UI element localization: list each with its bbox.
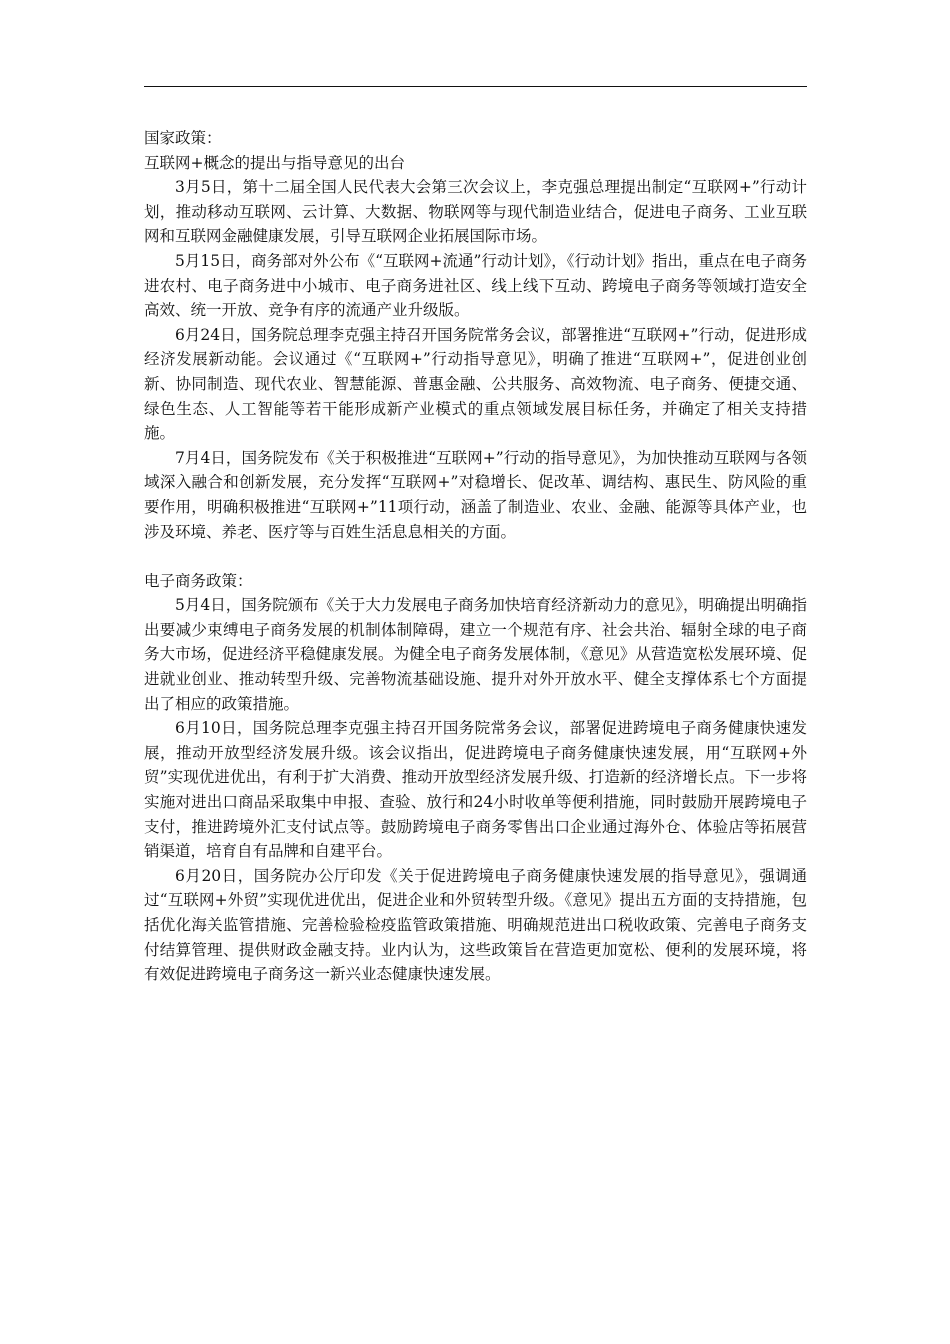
paragraph: 6月20日，国务院办公厅印发《关于促进跨境电子商务健康快速发展的指导意见》，强调通过“互联网+外贸”实现优进优出，促进企业和外贸转型升级。《意见》提出五方面的支持措施，包括优化海关监管措施、完善检验检疫监管政策措施、明确规范进出口税收政策、完善电子商务支付结算管理、提供财政金融支持。业内认为，这些政策旨在营造更加宽松、便利的发展环境，将有效促进跨境电子商务这一新兴业态健康快速发展。 <box>144 866 807 984</box>
paragraph: 6月10日，国务院总理李克强主持召开国务院常务会议，部署促进跨境电子商务健康快速发展，推动开放型经济发展升级。该会议指出，促进跨境电子商务健康快速发展，用“互联网+外贸”实现优进优出，有利于扩大消费、推动开放型经济发展升级、打造新的经济增长点。下一步将实施对进出口商品采取集中申报、查验、放行和24小时收单等便利措施，同时鼓励开展跨境电子支付，推进跨境外汇支付试点等。鼓励跨境电子商务零售出口企业通过海外仓、体验店等拓展营销渠道，培育自有品牌和自建平台。 <box>144 719 807 861</box>
header-rule <box>144 86 807 87</box>
paragraph: 3月5日，第十二届全国人民代表大会第三次会议上，李克强总理提出制定“互联网+”行动计划，推动移动互联网、云计算、大数据、物联网等与现代制造业结合，促进电子商务、工业互联网和互联网金融健康发展，引导互联网企业拓展国际市场。 <box>144 178 807 246</box>
section-spacer <box>144 544 807 569</box>
section-subheading: 互联网+概念的提出与指导意见的出台 <box>144 153 405 172</box>
section-heading-national-policy: 国家政策： <box>144 129 222 147</box>
paragraph: 5月15日，商务部对外公布《“互联网+流通”行动计划》，《行动计划》指出，重点在电子商务进农村、电子商务进中小城市、电子商务进社区、线上线下互动、跨境电子商务等领域打造安全高效、统一开放、竞争有序的流通产业升级版。 <box>144 251 807 320</box>
paragraph: 6月24日，国务院总理李克强主持召开国务院常务会议，部署推进“互联网+”行动，促进形成经济发展新动能。会议通过《“互联网+”行动指导意见》，明确了推进“互联网+”，促进创业创新、协同制造、现代农业、智慧能源、普惠金融、公共服务、高效物流、电子商务、便捷交通、绿色生态、人工智能等若干能形成新产业模式的重点领域发展目标任务，并确定了相关支持措施。 <box>144 325 807 443</box>
section-heading-ecommerce-policy: 电子商务政策： <box>144 571 253 590</box>
paragraph: 7月4日，国务院发布《关于积极推进“互联网+”行动的指导意见》，为加快推动互联网与各领域深入融合和创新发展，充分发挥“互联网+”对稳增长、促改革、调结构、惠民生、防风险的重要作用，明确积极推进“互联网+”11项行动，涵盖了制造业、农业、金融、能源等具体产业，也涉及环境、养老、医疗等与百姓生活息息相关的方面。 <box>144 448 807 541</box>
paragraph: 5月4日，国务院颁布《关于大力发展电子商务加快培育经济新动力的意见》，明确提出明确指出要减少束缚电子商务发展的机制体制障碍，建立一个规范有序、社会共治、辐射全球的电子商务大市场，促进经济平稳健康发展。为健全电子商务发展体制，《意见》从营造宽松发展环境、促进就业创业、推动转型升级、完善物流基础设施、提升对外开放水平、健全支撑体系七个方面提出了相应的政策措施。 <box>144 596 807 713</box>
document-page <box>144 0 807 1344</box>
document-body <box>144 126 807 987</box>
